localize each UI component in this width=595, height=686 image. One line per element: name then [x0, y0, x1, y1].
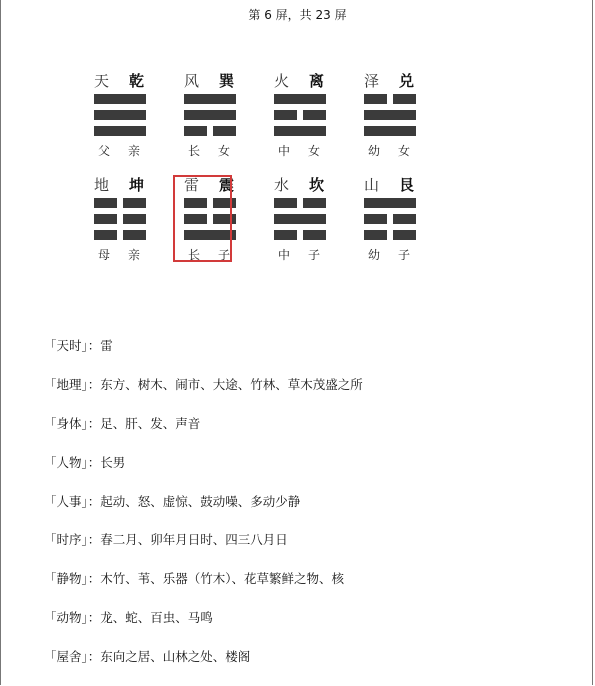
- trigram-nature-char: 水: [274, 176, 290, 194]
- trigram-kan: [268, 174, 328, 264]
- trigram-kun: [88, 174, 148, 264]
- line-segment: [184, 94, 236, 104]
- solid-line: [364, 198, 416, 208]
- solid-line: [274, 94, 326, 104]
- trigram-li: [268, 70, 328, 160]
- trigram-lines: [94, 198, 146, 240]
- kinship-char: 子: [217, 248, 230, 262]
- trigram-nature-char: 地: [94, 176, 110, 194]
- attribute-row: [44, 375, 564, 414]
- broken-line: [94, 198, 146, 208]
- kinship-char: 中: [278, 144, 291, 158]
- trigram-nature-char: 火: [274, 72, 290, 90]
- trigram-title-char: 巽: [218, 72, 234, 90]
- trigram-lines: [364, 94, 416, 136]
- trigram-lines: [184, 94, 236, 136]
- trigram-kinship: [94, 142, 146, 158]
- trigram-name: [268, 70, 328, 90]
- solid-line: [364, 110, 416, 120]
- attribute-value: 木竹、苇、乐器（竹木）、花草繁鲜之物、核: [100, 571, 345, 587]
- trigram-nature-char: 雷: [184, 176, 200, 194]
- broken-line: [364, 94, 416, 104]
- broken-line: [94, 230, 146, 240]
- kinship-char: 亲: [127, 144, 140, 158]
- line-segment: [364, 214, 387, 224]
- broken-line: [274, 230, 326, 240]
- line-segment: [274, 94, 326, 104]
- line-segment: [213, 126, 236, 136]
- solid-line: [364, 126, 416, 136]
- trigram-gen: [358, 174, 418, 264]
- zhen-highlight-box: [173, 175, 232, 262]
- kinship-char: 女: [397, 144, 410, 158]
- line-segment: [123, 198, 146, 208]
- attribute-row: [44, 453, 564, 492]
- line-segment: [184, 110, 236, 120]
- trigram-title-char: 坤: [128, 176, 144, 194]
- attribute-label: 「静物」：: [44, 571, 101, 587]
- trigram-title-char: 乾: [128, 72, 144, 90]
- trigram-title-char: 兑: [398, 72, 414, 90]
- line-segment: [303, 110, 326, 120]
- trigram-kinship: [274, 142, 326, 158]
- attribute-row: [44, 492, 564, 531]
- attribute-label: 「地理」：: [44, 376, 101, 392]
- attribute-label: 「动物」：: [44, 610, 101, 626]
- line-segment: [364, 230, 387, 240]
- kinship-char: 女: [307, 144, 320, 158]
- line-segment: [364, 198, 416, 208]
- solid-line: [274, 126, 326, 136]
- attribute-label: 「天时」：: [44, 338, 101, 353]
- trigram-kinship: [274, 246, 326, 262]
- kinship-char: 母: [98, 248, 111, 262]
- line-segment: [393, 94, 416, 104]
- trigram-kinship: [364, 246, 416, 262]
- line-segment: [274, 230, 297, 240]
- solid-line: [94, 126, 146, 136]
- trigram-name: [358, 70, 418, 90]
- trigram-xun: [178, 70, 238, 160]
- attribute-value: 春二月、卯年月日时、四三八月日: [100, 532, 288, 548]
- attribute-row: [44, 414, 564, 453]
- trigram-name: [268, 174, 328, 194]
- attribute-value: 龙、蛇、百虫、马鸣: [100, 610, 213, 626]
- line-segment: [94, 94, 146, 104]
- line-segment: [94, 126, 146, 136]
- attribute-label: 「时序」：: [44, 532, 101, 548]
- attribute-row: [44, 336, 564, 375]
- line-segment: [274, 198, 297, 208]
- trigram-kinship: [184, 142, 236, 158]
- broken-line: [94, 214, 146, 224]
- kinship-char: 长: [188, 248, 201, 262]
- trigram-dui: [358, 70, 418, 160]
- trigram-title-char: 离: [308, 72, 324, 90]
- trigram-lines: [274, 198, 326, 240]
- trigram-kinship: [364, 142, 416, 158]
- line-segment: [274, 126, 326, 136]
- attribute-label: 「人物」：: [44, 454, 101, 470]
- line-segment: [364, 110, 416, 120]
- trigram-lines: [94, 94, 146, 136]
- line-segment: [274, 110, 297, 120]
- trigram-title-char: 坎: [308, 176, 324, 194]
- broken-line: [364, 214, 416, 224]
- line-segment: [94, 214, 117, 224]
- kinship-char: 女: [217, 144, 230, 158]
- trigram-grid: [86, 70, 431, 270]
- line-segment: [274, 214, 326, 224]
- trigram-nature-char: 风: [184, 72, 200, 90]
- attribute-label: 「屋舍」：: [44, 649, 101, 665]
- attribute-value: 东方、树木、闹市、大途、竹林、草木茂盛之所: [100, 376, 363, 392]
- line-segment: [123, 214, 146, 224]
- attribute-value: 足、肝、发、声音: [100, 415, 201, 431]
- attribute-value: 东向之居、山林之处、楼阁: [100, 649, 251, 665]
- trigram-name: [178, 70, 238, 90]
- kinship-char: 幼: [368, 248, 381, 262]
- kinship-char: 子: [307, 248, 320, 262]
- trigram-name: [88, 174, 148, 194]
- line-segment: [94, 110, 146, 120]
- trigram-title-char: 艮: [398, 176, 414, 194]
- line-segment: [393, 230, 416, 240]
- trigram-title-char: 震: [218, 176, 234, 194]
- attribute-row: [44, 569, 564, 608]
- kinship-char: 幼: [368, 144, 381, 158]
- line-segment: [364, 126, 416, 136]
- attribute-value: 起动、怒、虚惊、鼓动噪、多动少静: [100, 493, 301, 509]
- broken-line: [184, 126, 236, 136]
- line-segment: [123, 230, 146, 240]
- solid-line: [184, 94, 236, 104]
- broken-line: [274, 198, 326, 208]
- trigram-qian: [88, 70, 148, 160]
- attribute-row: [44, 647, 564, 686]
- attribute-list: [44, 336, 564, 686]
- line-segment: [184, 126, 207, 136]
- trigram-nature-char: 泽: [364, 72, 380, 90]
- attribute-row: [44, 530, 564, 569]
- trigram-lines: [274, 94, 326, 136]
- solid-line: [184, 110, 236, 120]
- line-segment: [364, 94, 387, 104]
- attribute-row: [44, 608, 564, 647]
- line-segment: [393, 214, 416, 224]
- kinship-char: 亲: [127, 248, 140, 262]
- kinship-char: 长: [188, 144, 201, 158]
- attribute-label: 「身体」：: [44, 415, 101, 431]
- solid-line: [94, 110, 146, 120]
- kinship-char: 父: [98, 144, 111, 158]
- line-segment: [94, 230, 117, 240]
- kinship-char: 中: [278, 248, 291, 262]
- trigram-nature-char: 天: [94, 72, 110, 90]
- line-segment: [94, 198, 117, 208]
- trigram-nature-char: 山: [364, 176, 380, 194]
- broken-line: [364, 230, 416, 240]
- attribute-value: 长男: [100, 454, 126, 470]
- attribute-value: 雷: [100, 338, 113, 353]
- trigram-name: [358, 174, 418, 194]
- attribute-label: 「人事」：: [44, 493, 101, 509]
- trigram-lines: [364, 198, 416, 240]
- page-indicator: 第 6 屏，共 23 屏: [248, 8, 347, 22]
- trigram-kinship: [94, 246, 146, 262]
- line-segment: [303, 198, 326, 208]
- broken-line: [274, 110, 326, 120]
- solid-line: [274, 214, 326, 224]
- solid-line: [94, 94, 146, 104]
- trigram-name: [88, 70, 148, 90]
- kinship-char: 子: [397, 248, 410, 262]
- line-segment: [303, 230, 326, 240]
